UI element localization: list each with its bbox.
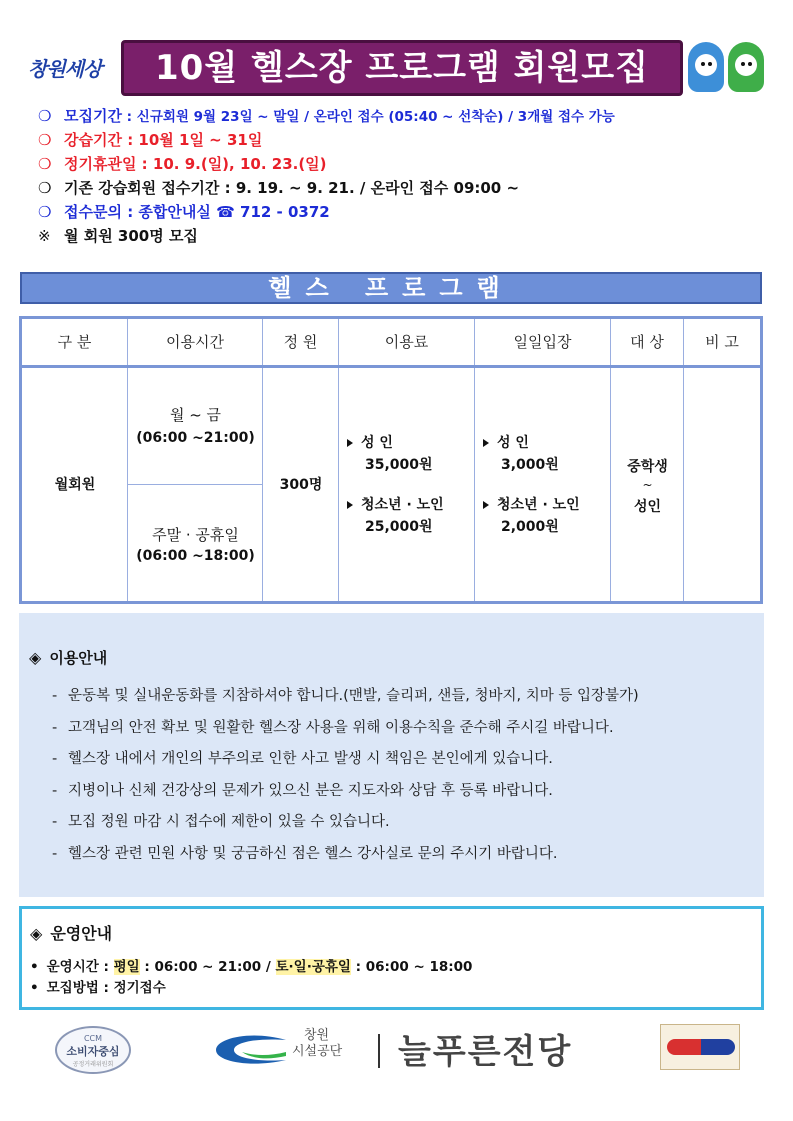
- mascot-blue-icon: [688, 42, 724, 92]
- list-item: - 지병이나 신체 건강상의 문제가 있으신 분은 지도자와 상담 후 등록 바랍니다.: [52, 782, 553, 799]
- col-target: [611, 368, 684, 601]
- th-target: 대 상: [611, 319, 684, 365]
- info-line-contact: ❍ 접수문의 : 종합안내실 ☎ 712 - 0372: [38, 203, 330, 221]
- fee-adult: 성 인 35,000원: [347, 432, 433, 476]
- weekday-label: 월 ~ 금: [169, 406, 222, 424]
- list-item: - 헬스장 관련 민원 사항 및 궁금하신 점은 헬스 강사실로 문의 주시기 바랍니다.: [52, 845, 558, 862]
- diamond-bullet-icon: ◈: [29, 648, 42, 667]
- th-daily: 일일입장: [475, 319, 611, 365]
- ops-method: • 모집방법 : 정기접수: [30, 980, 166, 996]
- info-line-class-period: ❍ 강습기간 : 10월 1일 ~ 31일: [38, 131, 263, 149]
- daily-adult: 성 인 3,000원: [483, 432, 559, 476]
- th-category: 구 분: [22, 319, 128, 365]
- operation-info: [19, 906, 764, 1010]
- info-line-closed-days: ❍ 정기휴관일 : 10. 9.(일), 10. 23.(일): [38, 155, 327, 173]
- mascot-images: [688, 42, 768, 96]
- col-fee: [339, 368, 475, 601]
- th-note: 비 고: [705, 333, 739, 351]
- col-daily: [475, 368, 611, 601]
- category-cell: 월회원: [54, 477, 96, 493]
- corporation-name: 창원 시설공단: [292, 1028, 343, 1059]
- ccm-badge-icon: CCM 소비자중심 공정거래위원회: [55, 1026, 131, 1074]
- program-banner: 헬스 프로그램: [20, 272, 762, 304]
- program-table: [19, 316, 763, 604]
- target-top: 중학생: [627, 459, 668, 475]
- ops-title: ◈ 운영안내: [30, 924, 113, 943]
- header: [28, 40, 768, 98]
- target-bottom: 성인: [633, 499, 662, 515]
- diamond-bullet-icon: ◈: [30, 924, 43, 943]
- col-category: [22, 368, 128, 601]
- usage-guide: [19, 613, 764, 897]
- list-item: - 헬스장 내에서 개인의 부주의로 인한 사고 발생 시 책임은 본인에게 있습니다.: [52, 751, 553, 767]
- time-divider: [128, 484, 262, 485]
- col-time: [128, 368, 263, 601]
- list-item: - 고객님의 안전 확보 및 원활한 헬스장 사용을 위해 이용수칙을 준수해 주시길 바랍니다.: [52, 719, 614, 736]
- capacity-cell: 300명: [279, 477, 323, 493]
- daily-youth-senior: 청소년 · 노인 2,000원: [483, 494, 580, 538]
- info-line-existing-members: ❍ 기존 강습회원 접수기간 : 9. 19. ~ 9. 21. / 온라인 접수 09:00 ~: [38, 179, 520, 197]
- corporation-logo-icon: [212, 1034, 288, 1066]
- col-capacity: [263, 368, 339, 601]
- target-mid: ~: [642, 478, 653, 492]
- certification-mark-icon: [660, 1024, 740, 1070]
- info-line-capacity: ※ 월 회원 300명 모집: [38, 227, 198, 245]
- list-item: - 모집 정원 마감 시 접수에 제한이 있을 수 있습니다.: [52, 814, 390, 830]
- th-fee: 이용료: [339, 319, 475, 365]
- changwon-logo: 창원세상: [28, 57, 102, 81]
- guide-list: [52, 681, 757, 870]
- page-title: 10월 헬스장 프로그램 회원모집: [155, 48, 649, 88]
- th-time: 이용시간: [128, 319, 263, 365]
- th-capacity: 정 원: [263, 319, 339, 365]
- footer-divider: [378, 1034, 380, 1068]
- title-box: [121, 40, 683, 96]
- mascot-green-icon: [728, 42, 764, 92]
- table-header: [22, 319, 760, 368]
- brand-name: 늘푸른전당: [398, 1032, 573, 1072]
- guide-title: ◈ 이용안내: [29, 648, 108, 667]
- list-item: - 운동복 및 실내운동화를 지참하셔야 합니다.(맨발, 슬리퍼, 샌들, 청바지, 치마 등 입장불가): [52, 688, 639, 704]
- fee-youth-senior: 청소년 · 노인 25,000원: [347, 494, 444, 538]
- col-note: [684, 368, 760, 601]
- recruitment-info: [38, 104, 768, 248]
- info-line-period: ❍ 모집기간 : 신규회원 9월 23일 ~ 말일 / 온라인 접수 (05:40 ~ 선착순) / 3개월 접수 가능: [38, 107, 615, 125]
- footer: [0, 1020, 793, 1080]
- ops-hours: • 운영시간 : 평일 : 06:00 ~ 21:00 / 토·일·공휴일 : 06:00 ~ 18:00: [30, 959, 473, 975]
- weekend-hours: (06:00 ~18:00): [136, 548, 255, 564]
- weekend-label: 주말 · 공휴일: [152, 526, 239, 544]
- weekday-hours: (06:00 ~21:00): [136, 430, 255, 446]
